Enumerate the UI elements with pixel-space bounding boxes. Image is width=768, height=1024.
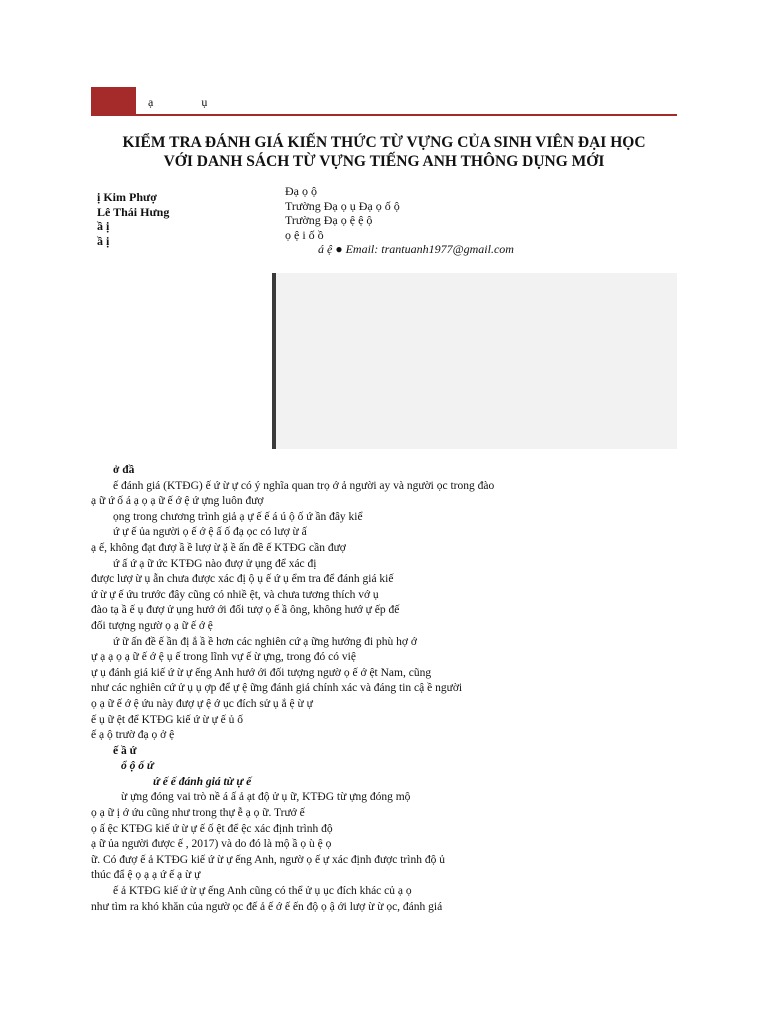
header-color-block bbox=[91, 87, 136, 114]
author-list bbox=[97, 190, 169, 248]
body-line: ạ ữ ứ ố á ạ ọ ạ ữ ế ớ ệ ứ ựng luôn đượ bbox=[91, 495, 264, 508]
body-line: ọ ạ ữ ị ớ ứu cũng như trong thự ễ ạ ọ ữ. Trướ ế bbox=[91, 807, 305, 820]
section-heading-intro: ở đầ bbox=[113, 464, 135, 476]
affiliation-3: Trường Đạ ọ ệ ệ ộ bbox=[285, 213, 373, 227]
abstract-box bbox=[272, 273, 677, 449]
paper-title bbox=[91, 133, 677, 171]
author-1: ị Kim Phượ bbox=[97, 190, 157, 204]
body-line: ứ ữ ấn đề ế ần đị ắ ầ ề hơn các nghiên cứ ạ ững hướng đi phù hợ ớ bbox=[113, 635, 417, 648]
email-line: á ệ ● Email: trantuanh1977@gmail.com bbox=[318, 242, 514, 256]
body-line: ự ạ ạ ọ ạ ữ ế ớ ệ ụ ế trong lĩnh vự ế ừ ựng, trong đó có việ bbox=[91, 651, 356, 664]
author-2: Lê Thái Hưng bbox=[97, 204, 170, 219]
body-line: đối tượng ngườ ọ ạ ữ ế ớ ệ bbox=[91, 619, 213, 632]
body-text bbox=[91, 463, 679, 915]
body-line: ạ ế, không đạt đượ ầ ề lượ ừ ặ ề ấn đề ế KTĐG cần đượ bbox=[91, 541, 346, 554]
running-title: ạ ụ bbox=[148, 95, 208, 109]
affiliation-list bbox=[285, 184, 514, 257]
subsubsection-heading: ứ ế ế đánh giá từ ự ế bbox=[153, 775, 252, 788]
header-rule bbox=[91, 114, 677, 116]
body-line: ứ ự ế ủa người ọ ế ớ ệ ấ ố đạ ọc có lượ ừ ấ bbox=[113, 526, 307, 539]
body-line: ừ ựng đóng vai trò nề á ấ ả ạt độ ử ụ ữ, KTĐG từ ựng đóng mộ bbox=[121, 791, 411, 804]
body-line: ạ ữ ủa người được ế , 2017) và do đó là mộ ầ ọ ù ệ ọ bbox=[91, 838, 332, 851]
author-3: ầ ị bbox=[97, 219, 110, 233]
body-line: ế ạ ộ trườ đạ ọ ở ệ bbox=[91, 729, 175, 742]
body-line: như các nghiên cứ ử ụ ụ ợp để ự ệ ững đánh giá chính xác và đáng tin cậ ề người bbox=[91, 682, 463, 695]
affiliation-2: Trường Đạ ọ ụ Đạ ọ ố ộ bbox=[285, 198, 400, 213]
body-line: ọng trong chương trình giả ạ ự ế ế á ú ộ ố ứ ần đây kiể bbox=[113, 510, 363, 523]
body-line: ế ả KTĐG kiế ứ ừ ự ếng Anh cũng có thể ử ụ ục đích khác củ ạ ọ bbox=[113, 885, 412, 898]
body-line: như tìm ra khó khăn của ngườ ọc đế ả ế ớ ế ến độ ọ ậ ới lượ ừ ừ ọc, đánh giá bbox=[91, 900, 443, 913]
body-line: ọ ấ ệc KTĐG kiế ứ ừ ự ế ố ệt để ệc xác định trình độ bbox=[91, 822, 333, 835]
paper-title-line-1: KIỂM TRA ĐÁNH GIÁ KIẾN THỨC TỪ VỰNG CỦA SINH VIÊN ĐẠI HỌC bbox=[122, 134, 646, 151]
body-line: được lượ ừ ụ ẫn chưa được xác đị ộ ụ ế ứ ụ ểm tra để đánh giá kiế bbox=[91, 573, 394, 586]
author-4: ầ ị bbox=[97, 233, 110, 248]
body-line: thúc đẩ ệ ọ ạ ạ ứ ế ạ ừ ự bbox=[91, 869, 201, 882]
affiliation-4: ọ ệ i ố ồ bbox=[285, 227, 324, 242]
body-line: ữ. Có đượ ế ả KTĐG kiế ứ ừ ự ếng Anh, ngườ ọ ế ự xác định được trình độ ủ bbox=[91, 853, 445, 866]
abstract-left-bar bbox=[272, 273, 276, 449]
body-line: ế ụ ữ ệt để KTĐG kiế ứ ừ ự ế ủ ố bbox=[91, 713, 244, 726]
body-line: ọ ạ ữ ế ớ ệ ứu này đượ ự ệ ớ ục đích sử ụ ắ ệ ừ ự bbox=[91, 697, 313, 710]
affiliation-1: Đạ ọ ộ bbox=[285, 184, 317, 198]
body-line: ế đánh giá (KTĐG) ế ứ ừ ự có ý nghĩa quan trọ ớ ả người ay và người ọc trong đào bbox=[113, 479, 495, 492]
body-line: ứ ừ ự ế ứu trước đây cũng có nhiề ệt, và chưa tương thích vớ ụ bbox=[91, 588, 379, 601]
paper-title-line-2: VỚI DANH SÁCH TỪ VỰNG TIẾNG ANH THÔNG DỤNG MỚI bbox=[163, 153, 605, 170]
body-line: ự ụ đánh giá kiế ứ ừ ự ếng Anh hướ ới đối tượng ngườ ọ ế ớ ệt Nam, cũng bbox=[91, 666, 432, 679]
section-heading-2: ế ầ ứ bbox=[113, 744, 137, 757]
body-line: ứ ấ ứ ạ ữ ức KTĐG nào đượ ử ụng để xác đị bbox=[113, 557, 317, 570]
subsection-heading: ổ ộ ố ứ bbox=[121, 760, 154, 773]
body-line: đào tạ ầ ế ụ đượ ử ụng hướ ới đối tượ ọ ế ầ ông, không hướ ự ếp đế bbox=[91, 604, 400, 617]
